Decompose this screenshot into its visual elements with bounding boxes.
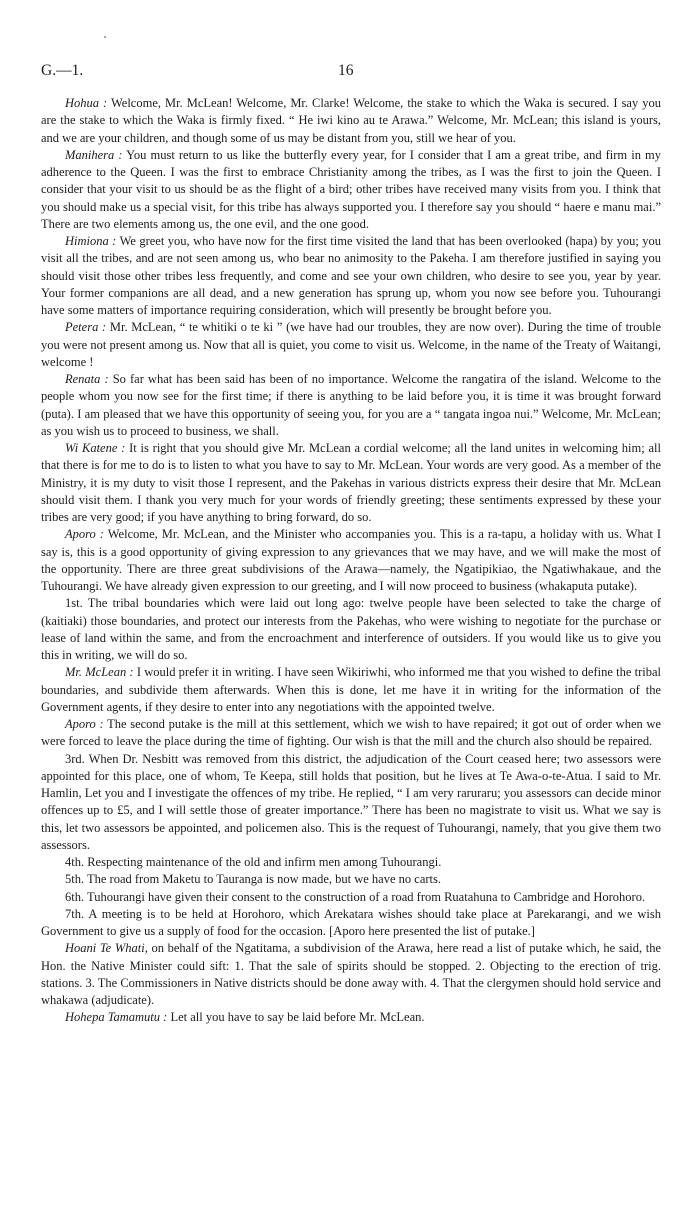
paragraph-text: 5th. The road from Maketu to Tauranga is now made, but we have no carts. [65,872,441,887]
paragraph-text: The second putake is the mill at this settlement, which we wish to have repaired; it got out of order when we were forced to leave the place during the time of fighting. Our wish is that the mill and the church also should be repaired. [41,717,661,749]
speaker-name: Himiona : [65,234,117,248]
paragraph-item-3rd [41,751,661,855]
speaker-name: Aporo : [65,527,104,542]
paragraph-text: So far what has been said has been of no importance. Welcome the rangatira of the island. Welcome to the people whom you now see for the first time; if there is anything to be laid before you, it is time it was brought forward (puta). I am pleased that we have this opportunity of seeing you, for you are a “ tangata ingoa nui.” Welcome, Mr. McLean; as you wish us to proceed to business, we shall. [41,372,661,438]
speaker-name: Hoani Te Whati, [65,941,148,956]
paragraph-himiona [41,233,661,319]
page-number: 16 [338,62,354,79]
speaker-name: Hohua : [65,96,108,110]
paragraph-text: You must return to us like the butterfly every year, for I consider that I am a great tribe, and firm in my adherence to the Queen. I was the first to embrace Christianity among the tribes, as I was the first to join the Queen. I consider that your visit to us should be as the flight of a bird; other tribes have received many visits from you. I think that you should make us a special visit, for this tribe has always supported you. I therefore say you should “ haere e manu mai.” There are two elements among us, the one evil, and the one good. [41,147,661,231]
speaker-name: Mr. McLean : [65,665,134,680]
paragraph-petera [41,319,661,371]
speaker-name: Hohepa Tamamutu : [65,1010,168,1025]
paragraph-item-1st [41,595,661,664]
paragraph-hohepa-tamamutu [41,1009,661,1026]
speaker-name: Aporo : [65,717,104,731]
paragraph-text: 3rd. When Dr. Nesbitt was removed from this district, the adjudication of the Court ceased here; two assessors were appointed for this place, one of whom, Te Keepa, still holds that position, but he lives at Te Awa-o-te-Atua. I said to Mr. Hamlin, Let you and I investigate the offences of my tribe. He replied, “ I am very raruraru; you assessors can decide minor offences up to £5, and I will settle those of greater importance.” There has been no magistrate to visit us. What we say is this, let two assessors be appointed, and policemen also. This is the request of Tuhourangi, namely, that you give them two assessors. [41,751,661,852]
paragraph-hohua [41,95,661,147]
paragraph-aporo-2 [41,716,661,751]
paragraph-text: We greet you, who have now for the first time visited the land that has been overlooked (hapa) by you; you visit all the tribes, and are not seen among us, who bear no animosity to the Pakeha. I am therefore justified in saying you should visit those other tribes less frequently, and come and see your own children, who desire to see you, year by year. Your former companions are all dead, and a new generation has sprung up, whom you now see before you. Tuhourangi have some matters of importance requiring consideration, which will presently be brought before you. [41,234,662,317]
speaker-name: Renata : [65,372,109,386]
paragraph-text: 6th. Tuhourangi have given their consent to the construction of a road from Ruatahuna to Cambridge and Horohoro. [65,889,646,904]
paragraph-text: I would prefer it in writing. I have seen Wikiriwhi, who informed me that you wished to define the tribal boundaries, and subdivide them afterwards. When this is done, let me have it in writing for the information of the Government agents, if they desire to enter into any negotiations with the appointed twelve. [41,665,662,714]
speaker-name: Wi Katene : [65,441,126,455]
paragraph-wi-katene [41,440,661,526]
paragraph-text: Welcome, Mr. McLean, and the Minister who accompanies you. This is a ra-tapu, a holiday with us. What I say is, this is a good opportunity of giving expression to any grievances that we may have, and we will make the most of the opportunity. There are three great subdivisions of the Arawa—namely, the Ngatipikiao, the Ngatiwhakaue, and the Tuhourangi. We have already given expression to our greeting, and I will now proceed to business (whakaputa putake). [41,527,662,593]
paragraph-text: 1st. The tribal boundaries which were laid out long ago: twelve people have been selected to take the charge of (kaitiaki) those boundaries, and protect our interests from the Pakehas, who were wishing to negotiate for the purchase or lease of land within the same, and from the encroachment and interference of outsiders. If you would like us to give you this in writing, we will do so. [41,596,661,662]
paragraph-hoani-te-whati [41,940,661,1009]
paragraph-aporo-1 [41,526,661,595]
paragraph-text: 7th. A meeting is to be held at Horohoro, which Arekatara wishes should take place at Parekarangi, and we wish Government to give us a supply of food for the occasion. [Aporo here presented the list of putake.] [41,906,661,938]
speaker-name: Manihera : [65,147,123,162]
paragraph-text: on behalf of the Ngatitama, a subdivision of the Arawa, here read a list of putake which, he said, the Hon. the Native Minister could sift: 1. That the sale of spirits should be stopped. 2. Objecting to the erection of trig. stations. 3. The Commissioners in Native districts should be done away with. 4. That the clergymen should hold service and whakawa (adjudicate). [41,941,661,1007]
page-header [41,62,661,82]
paragraph-text: Welcome, Mr. McLean! Welcome, Mr. Clarke! Welcome, the stake to which the Waka is secured. I say you are the stake to which the Waka is firmly fixed. “ He iwi kino au te Arawa.” Welcome, Mr. McLean; this island is yours, and we are your children, and though some of us may be distant from you, still we hear of you. [41,96,661,145]
paragraph-renata [41,371,661,440]
paragraph-item-7th [41,906,661,941]
paragraph-text: It is right that you should give Mr. McLean a cordial welcome; all the land unites in welcoming him; all that there is for me to do is to listen to what you have to say to Mr. McLean. Your words are very good. As a member of the Ministry, it is my duty to visit those I represent, and the Pakehas in various districts express their desire that Mr. McLean should visit them. I thank you very much for your words of friendly greeting; these sentiments expressed by these your tribes are very good; if you have anything to bring forward, do so. [41,441,661,524]
paragraph-text: Mr. McLean, “ te whitiki o te ki ” (we have had our troubles, they are now over). During the time of trouble you were not present among us. Now that all is quiet, you come to visit us. Welcome, in the name of the Treaty of Waitangi, welcome ! [41,320,661,369]
margin-dot [104,36,106,38]
document-reference: G.—1. [41,62,84,79]
paragraph-text: 4th. Respecting maintenance of the old and infirm men among Tuhourangi. [65,855,442,869]
paragraph-mr-mclean [41,664,661,716]
paragraph-manihera [41,147,661,233]
speaker-name: Petera : [65,320,107,335]
paragraph-item-4th [41,854,661,871]
paragraph-item-5th [41,871,661,888]
paragraph-item-6th [41,889,661,906]
transcript-body [41,95,661,1027]
paragraph-text: Let all you have to say be laid before Mr. McLean. [167,1010,425,1025]
